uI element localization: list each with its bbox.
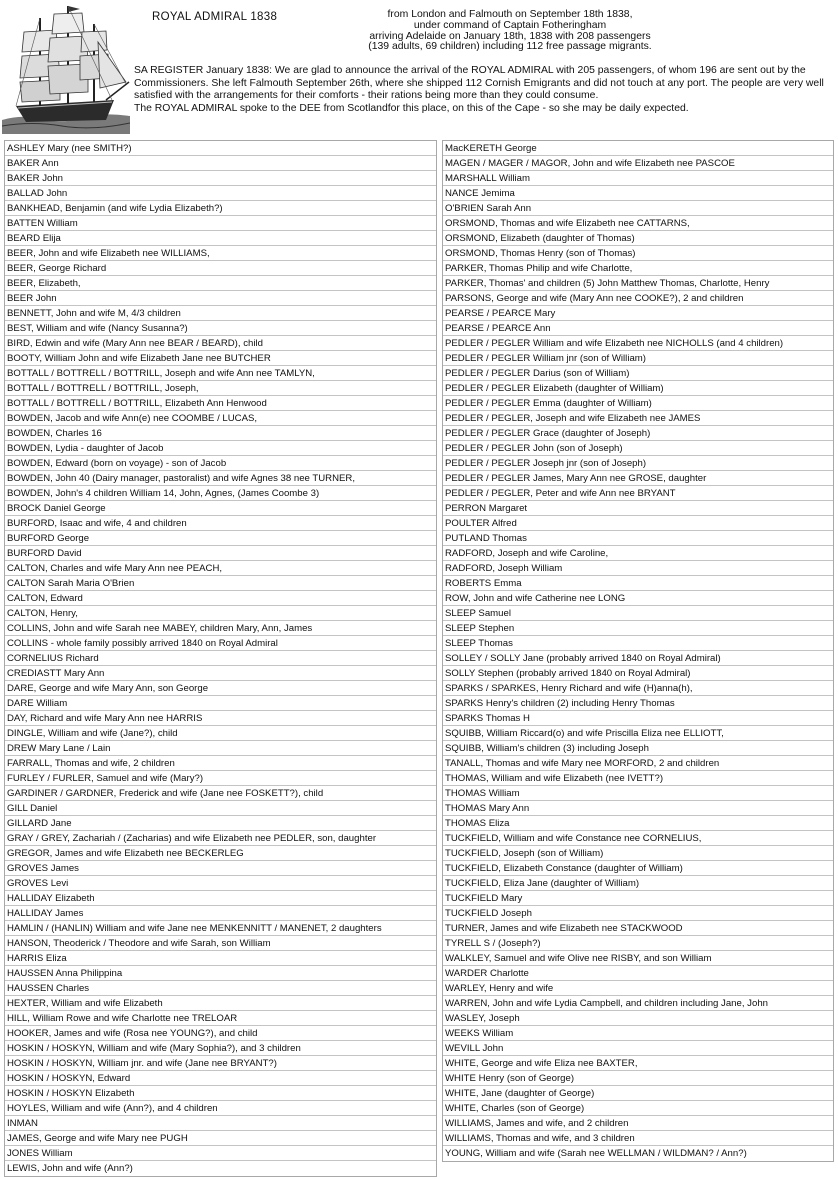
passenger-row: SLEEP Stephen [443,621,833,636]
register-paragraph: The ROYAL ADMIRAL spoke to the DEE from Scotlandfor this place, on this of the Cape - so she may be daily expected. [134,102,689,114]
passenger-row: SQUIBB, William's children (3) including Joseph [443,741,833,756]
passenger-row: PEDLER / PEGLER Emma (daughter of William) [443,396,833,411]
passenger-row: PEARSE / PEARCE Ann [443,321,833,336]
passenger-row: WILLIAMS, James and wife, and 2 children [443,1116,833,1131]
passenger-row: WHITE, Jane (daughter of George) [443,1086,833,1101]
passenger-row: BOTTALL / BOTTRELL / BOTTRILL, Joseph and wife Ann nee TAMLYN, [5,366,436,381]
passenger-row: GILLARD Jane [5,816,436,831]
passenger-row: JONES William [5,1146,436,1161]
passenger-row: BANKHEAD, Benjamin (and wife Lydia Elizabeth?) [5,201,436,216]
passenger-list-right [442,140,834,1162]
passenger-row: BENNETT, John and wife M, 4/3 children [5,306,436,321]
passenger-row: BROCK Daniel George [5,501,436,516]
passenger-row: INMAN [5,1116,436,1131]
passenger-row: BOTTALL / BOTTRELL / BOTTRILL, Joseph, [5,381,436,396]
passenger-row: HANSON, Theoderick / Theodore and wife Sarah, son William [5,936,436,951]
passenger-row: BOWDEN, Charles 16 [5,426,436,441]
passenger-row: PARKER, Thomas Philip and wife Charlotte, [443,261,833,276]
passenger-row: DARE William [5,696,436,711]
passenger-row: HEXTER, William and wife Elizabeth [5,996,436,1011]
passenger-row: WILLIAMS, Thomas and wife, and 3 children [443,1131,833,1146]
passenger-row: PARKER, Thomas' and children (5) John Matthew Thomas, Charlotte, Henry [443,276,833,291]
passenger-row: PUTLAND Thomas [443,531,833,546]
passenger-row: LEWIS, John and wife (Ann?) [7,1163,133,1174]
passenger-row: GARDINER / GARDNER, Frederick and wife (Jane nee FOSKETT?), child [5,786,436,801]
passenger-row: SOLLEY / SOLLY Jane (probably arrived 1840 on Royal Admiral) [443,651,833,666]
passenger-row: HOYLES, William and wife (Ann?), and 4 children [5,1101,436,1116]
passenger-row: TUCKFIELD, Joseph (son of William) [443,846,833,861]
passenger-row: FURLEY / FURLER, Samuel and wife (Mary?) [5,771,436,786]
passenger-row: CALTON, Henry, [5,606,436,621]
passenger-row: BOWDEN, Edward (born on voyage) - son of Jacob [5,456,436,471]
passenger-row: GRAY / GREY, Zachariah / (Zacharias) and wife Elizabeth nee PEDLER, son, daughter [5,831,436,846]
passenger-row: HAUSSEN Charles [5,981,436,996]
passenger-row: RADFORD, Joseph and wife Caroline, [443,546,833,561]
passenger-row: THOMAS Eliza [443,816,833,831]
passenger-row: WHITE, Charles (son of George) [443,1101,833,1116]
passenger-row: SLEEP Samuel [443,606,833,621]
passenger-row: PEDLER / PEGLER Elizabeth (daughter of William) [443,381,833,396]
passenger-row: HAUSSEN Anna Philippina [5,966,436,981]
passenger-row: ROBERTS Emma [443,576,833,591]
passenger-row: YOUNG, William and wife (Sarah nee WELLMAN / WILDMAN? / Ann?) [445,1148,747,1159]
passenger-row: COLLINS - whole family possibly arrived 1840 on Royal Admiral [5,636,436,651]
passenger-row: PERRON Margaret [443,501,833,516]
passenger-row: BEER, Elizabeth, [5,276,436,291]
passenger-row: ORSMOND, Thomas Henry (son of Thomas) [443,246,833,261]
passenger-row: HOOKER, James and wife (Rosa nee YOUNG?), and child [5,1026,436,1041]
passenger-row: TUCKFIELD Mary [443,891,833,906]
passenger-row: WARLEY, Henry and wife [443,981,833,996]
passenger-row: WHITE, George and wife Eliza nee BAXTER, [443,1056,833,1071]
page-title: ROYAL ADMIRAL 1838 [152,11,278,23]
voyage-line: arriving Adelaide on January 18th, 1838 with 208 passengers [369,30,651,42]
passenger-row: SOLLY Stephen (probably arrived 1840 on Royal Admiral) [443,666,833,681]
passenger-row: CALTON, Edward [5,591,436,606]
passenger-row: RADFORD, Joseph William [443,561,833,576]
passenger-row: PEDLER / PEGLER Joseph jnr (son of Joseph) [443,456,833,471]
passenger-row: TUCKFIELD Joseph [443,906,833,921]
passenger-row: HILL, William Rowe and wife Charlotte nee TRELOAR [5,1011,436,1026]
passenger-row: BAKER Ann [5,156,436,171]
passenger-row: PEDLER / PEGLER Darius (son of William) [443,366,833,381]
passenger-row: BOWDEN, Jacob and wife Ann(e) nee COOMBE / LUCAS, [5,411,436,426]
passenger-row: TURNER, James and wife Elizabeth nee STACKWOOD [443,921,833,936]
passenger-row: CREDIASTT Mary Ann [5,666,436,681]
passenger-row: ROW, John and wife Catherine nee LONG [443,591,833,606]
passenger-row: ORSMOND, Thomas and wife Elizabeth nee CATTARNS, [443,216,833,231]
passenger-row: WEEKS William [443,1026,833,1041]
passenger-row: CALTON, Charles and wife Mary Ann nee PEACH, [5,561,436,576]
passenger-row: CALTON Sarah Maria O'Brien [5,576,436,591]
passenger-row: BURFORD, Isaac and wife, 4 and children [5,516,436,531]
passenger-row: COLLINS, John and wife Sarah nee MABEY, children Mary, Ann, James [5,621,436,636]
passenger-row: DARE, George and wife Mary Ann, son George [5,681,436,696]
passenger-row: JAMES, George and wife Mary nee PUGH [5,1131,436,1146]
passenger-row: HALLIDAY Elizabeth [5,891,436,906]
passenger-row: BEER, George Richard [5,261,436,276]
passenger-row: BALLAD John [5,186,436,201]
passenger-row: ASHLEY Mary (nee SMITH?) [5,141,436,156]
passenger-row: HALLIDAY James [5,906,436,921]
passenger-row: WALKLEY, Samuel and wife Olive nee RISBY, and son William [443,951,833,966]
passenger-row: PEDLER / PEGLER, Peter and wife Ann nee BRYANT [443,486,833,501]
passenger-row: THOMAS, William and wife Elizabeth (nee IVETT?) [443,771,833,786]
passenger-row: PEDLER / PEGLER John (son of Joseph) [443,441,833,456]
passenger-row: BEARD Elija [5,231,436,246]
passenger-row: BOWDEN, John 40 (Dairy manager, pastoralist) and wife Agnes 38 nee TURNER, [5,471,436,486]
passenger-row: TANALL, Thomas and wife Mary nee MORFORD, 2 and children [443,756,833,771]
passenger-row: PEDLER / PEGLER William and wife Elizabeth nee NICHOLLS (and 4 children) [443,336,833,351]
passenger-row: SPARKS Henry's children (2) including Henry Thomas [443,696,833,711]
passenger-row: BOOTY, William John and wife Elizabeth Jane nee BUTCHER [5,351,436,366]
passenger-row: DAY, Richard and wife Mary Ann nee HARRIS [5,711,436,726]
passenger-row: PEDLER / PEGLER Grace (daughter of Joseph) [443,426,833,441]
passenger-row: GILL Daniel [5,801,436,816]
passenger-row: HAMLIN / (HANLIN) William and wife Jane nee MENKENNITT / MANENET, 2 daughters [5,921,436,936]
passenger-row: TUCKFIELD, Elizabeth Constance (daughter of William) [443,861,833,876]
passenger-row: POULTER Alfred [443,516,833,531]
passenger-row: FARRALL, Thomas and wife, 2 children [5,756,436,771]
sailing-ship-icon [2,2,130,134]
voyage-line: (139 adults, 69 children) including 112 free passage migrants. [368,41,652,53]
voyage-line: under command of Captain Fotheringham [413,19,607,31]
register-paragraph: SA REGISTER January 1838: We are glad to announce the arrival of the ROYAL ADMIRAL with 205 passengers, of whom 196 are sent out by the Commissioners. She left Falmouth September 26th, where she shipped 112 Cornish Emigrants and did not touch at any port. The people are very well satisfied with the arrangements for their comforts - their rations being more than they could consume. [134,65,824,102]
passenger-row: BEST, William and wife (Nancy Susanna?) [5,321,436,336]
passenger-row: HOSKIN / HOSKYN, William jnr. and wife (Jane nee BRYANT?) [5,1056,436,1071]
voyage-details [330,10,690,53]
passenger-row: MARSHALL William [443,171,833,186]
passenger-row: THOMAS William [443,786,833,801]
passenger-row: HOSKIN / HOSKYN, Edward [5,1071,436,1086]
passenger-row: GROVES James [5,861,436,876]
passenger-row: O'BRIEN Sarah Ann [443,201,833,216]
passenger-row: THOMAS Mary Ann [443,801,833,816]
passenger-row: TUCKFIELD, Eliza Jane (daughter of William) [443,876,833,891]
passenger-row: SPARKS Thomas H [443,711,833,726]
passenger-row: WARDER Charlotte [443,966,833,981]
passenger-row: BOTTALL / BOTTRELL / BOTTRILL, Elizabeth Ann Henwood [5,396,436,411]
passenger-row: SQUIBB, William Riccard(o) and wife Priscilla Eliza nee ELLIOTT, [443,726,833,741]
passenger-row: WEVILL John [443,1041,833,1056]
passenger-row: PEDLER / PEGLER, Joseph and wife Elizabeth nee JAMES [443,411,833,426]
passenger-row: DREW Mary Lane / Lain [5,741,436,756]
passenger-row: BEER, John and wife Elizabeth nee WILLIAMS, [5,246,436,261]
passenger-row: BOWDEN, John's 4 children William 14, John, Agnes, (James Coombe 3) [5,486,436,501]
passenger-row: HOSKIN / HOSKYN, William and wife (Mary Sophia?), and 3 children [5,1041,436,1056]
passenger-row: PEARSE / PEARCE Mary [443,306,833,321]
passenger-row: BURFORD David [5,546,436,561]
passenger-row: BAKER John [5,171,436,186]
passenger-row: ORSMOND, Elizabeth (daughter of Thomas) [443,231,833,246]
passenger-row: DINGLE, William and wife (Jane?), child [5,726,436,741]
passenger-row: BEER John [5,291,436,306]
voyage-line: from London and Falmouth on September 18th 1838, [387,9,633,20]
page-header [0,0,838,140]
passenger-row: WASLEY, Joseph [443,1011,833,1026]
passenger-row: GREGOR, James and wife Elizabeth nee BECKERLEG [5,846,436,861]
passenger-list-left [4,140,437,1177]
passenger-row: MacKERETH George [443,141,833,156]
register-notice [134,65,834,115]
passenger-row: SPARKS / SPARKES, Henry Richard and wife (H)anna(h), [443,681,833,696]
passenger-row: BURFORD George [5,531,436,546]
passenger-row: CORNELIUS Richard [5,651,436,666]
passenger-row: BIRD, Edwin and wife (Mary Ann nee BEAR / BEARD), child [5,336,436,351]
passenger-row: WHITE Henry (son of George) [443,1071,833,1086]
passenger-row: BOWDEN, Lydia - daughter of Jacob [5,441,436,456]
passenger-row: HARRIS Eliza [5,951,436,966]
passenger-row: TYRELL S / (Joseph?) [443,936,833,951]
passenger-row: MAGEN / MAGER / MAGOR, John and wife Elizabeth nee PASCOE [443,156,833,171]
passenger-row: TUCKFIELD, William and wife Constance nee CORNELIUS, [443,831,833,846]
passenger-row: NANCE Jemima [443,186,833,201]
passenger-row: SLEEP Thomas [443,636,833,651]
passenger-row: PARSONS, George and wife (Mary Ann nee COOKE?), 2 and children [443,291,833,306]
passenger-row: HOSKIN / HOSKYN Elizabeth [5,1086,436,1101]
passenger-row: PEDLER / PEGLER William jnr (son of William) [443,351,833,366]
passenger-row: BATTEN William [5,216,436,231]
passenger-row: GROVES Levi [5,876,436,891]
passenger-row: PEDLER / PEGLER James, Mary Ann nee GROSE, daughter [443,471,833,486]
passenger-row: WARREN, John and wife Lydia Campbell, and children including Jane, John [443,996,833,1011]
